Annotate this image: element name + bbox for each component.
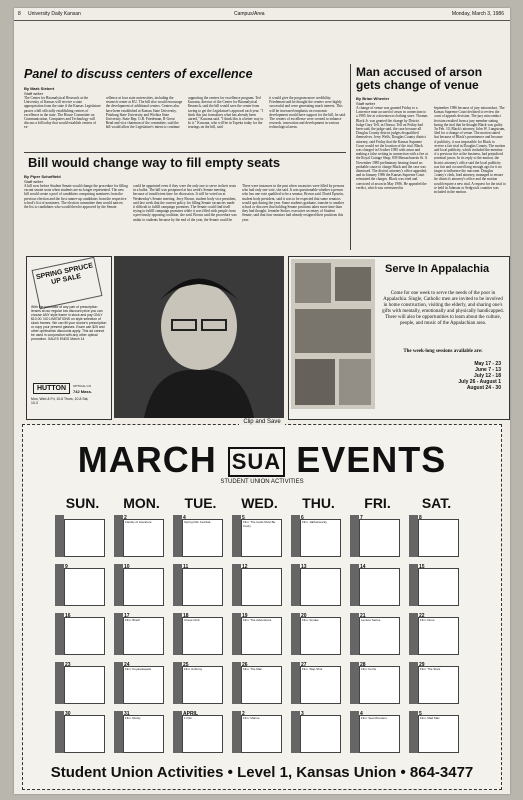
section-name: Campus/Area bbox=[234, 11, 265, 17]
day-number: 22 bbox=[419, 613, 425, 619]
day-sun: SUN. bbox=[65, 495, 100, 511]
day-number: 31 bbox=[124, 711, 130, 717]
calendar-day-cell bbox=[55, 613, 107, 657]
weekday-header bbox=[53, 495, 467, 511]
calendar-day-cell bbox=[409, 564, 461, 608]
day-events: Faculty of Literature bbox=[123, 519, 164, 557]
story1-col2: cellence at four state universities, including the research center at KU. The bill also would encourage the development of additional centers. Centers also have been established at Kansas State University, Pittsburg State University and Wichita State University. State Rep. G.B. Friedeman, R-Great Bend and vice chairman of the committee, said the bill would allow the Legislature's intent to continue bbox=[105, 96, 183, 130]
day-shade bbox=[114, 613, 123, 655]
day-number: 26 bbox=[242, 662, 248, 668]
day-shade bbox=[173, 711, 182, 753]
day-shade bbox=[350, 711, 359, 753]
day-shade bbox=[114, 662, 123, 704]
day-events bbox=[182, 568, 223, 606]
calendar-day-cell bbox=[232, 613, 284, 657]
day-thu: THU. bbox=[302, 495, 335, 511]
day-number: 21 bbox=[360, 613, 366, 619]
calendar-day-cell bbox=[291, 564, 343, 608]
ad-body: With the purchase of any pair of prescription lenses at our regular low discount price you can choose ANY style frame in stock and pay ONLY $10.00. NO LIMITATIONS on style selection of stock frames. We can fill your doctor's prescription or copy your present glasses. Exam can $25 and other ophthalmic discounts apply. This ad cannot be used in conjunction with any other optical promotion. SALES ENDS March 14 bbox=[31, 305, 107, 341]
day-number: 8 bbox=[419, 515, 422, 521]
byline-story2: By Piper Schoffield Staff writer bbox=[24, 174, 61, 184]
story2-col3: There were instances in the past when vacancies were filled by persons who had only one vote, she said. It was questionable whether a person who has one vote qualified to be a senator, Brown said. David Epstein, student body president, said it was to be expected that some senators would quit during the year. Some students graduate, transfer to another school or discover that holding Senate positions takes more time than they had thought. Jennifer Stoker, executive secretary of Student Senate, said that four senators had already resigned their positions this year. bbox=[242, 184, 345, 222]
calendar-day-cell bbox=[232, 711, 284, 755]
day-shade bbox=[114, 711, 123, 753]
calendar-day-cell bbox=[55, 711, 107, 755]
day-number: 17 bbox=[124, 613, 130, 619]
day-number: 23 bbox=[65, 662, 71, 668]
calendar-day-cell bbox=[409, 613, 461, 657]
day-shade bbox=[173, 662, 182, 704]
calendar-day-cell bbox=[114, 564, 166, 608]
day-events bbox=[418, 568, 459, 606]
day-events bbox=[359, 568, 400, 606]
byline-story3: By Brian Wheeler Staff writer bbox=[356, 96, 390, 106]
day-shade bbox=[55, 613, 64, 655]
portrait-image-icon bbox=[114, 256, 284, 418]
day-events: Film: Slap Shot bbox=[300, 666, 341, 704]
day-shade bbox=[232, 515, 241, 557]
day-number: 4 bbox=[183, 515, 186, 521]
calendar-day-cell bbox=[173, 711, 225, 755]
day-wed: WED. bbox=[241, 495, 278, 511]
day-number: 7 bbox=[360, 515, 363, 521]
day-events bbox=[300, 715, 341, 753]
day-number: 18 bbox=[183, 613, 189, 619]
day-number: 5 bbox=[419, 711, 422, 717]
calendar-day-cell bbox=[173, 662, 225, 706]
day-tue: TUE. bbox=[184, 495, 217, 511]
appalachia-title: Serve In Appalachia bbox=[385, 263, 490, 275]
day-shade bbox=[350, 613, 359, 655]
hutton-logo: HUTTON bbox=[33, 383, 70, 394]
calendar-day-cell bbox=[350, 613, 402, 657]
day-shade bbox=[350, 662, 359, 704]
day-shade bbox=[232, 613, 241, 655]
day-events bbox=[64, 568, 105, 606]
day-events: Film: Rocky bbox=[123, 715, 164, 753]
day-number: 27 bbox=[301, 662, 307, 668]
calendar-day-cell bbox=[232, 564, 284, 608]
day-shade bbox=[232, 711, 241, 753]
page-number: 8 bbox=[18, 11, 21, 17]
day-events bbox=[64, 666, 105, 704]
day-number: 19 bbox=[242, 613, 248, 619]
appalachia-dates: May 17 - 23 June 7 - 13 July 12 - 18 July 26 - August 1 August 24 - 30 bbox=[458, 361, 501, 391]
day-shade bbox=[409, 564, 418, 606]
calendar-day-cell bbox=[409, 515, 461, 559]
day-events: Lecture Series bbox=[359, 617, 400, 655]
day-events: Film: Dune bbox=[418, 617, 459, 655]
day-shade bbox=[409, 515, 418, 557]
day-events: Chess Club bbox=[182, 617, 223, 655]
newspaper-page bbox=[14, 8, 510, 794]
day-shade bbox=[114, 564, 123, 606]
day-shade bbox=[232, 564, 241, 606]
events-subtitle: STUDENT UNION ACTIVITIES bbox=[220, 479, 304, 485]
day-number: 25 bbox=[183, 662, 189, 668]
day-events: Film: Anthony bbox=[182, 666, 223, 704]
day-shade bbox=[409, 613, 418, 655]
portrait-photo bbox=[114, 256, 284, 418]
calendar-day-cell bbox=[291, 662, 343, 706]
day-events bbox=[241, 568, 282, 606]
clip-label: Clip and Save bbox=[23, 419, 501, 425]
story2-body bbox=[24, 184, 346, 248]
hutton-optical-ad bbox=[26, 256, 112, 420]
calendar-day-cell bbox=[55, 515, 107, 559]
day-number: 20 bbox=[301, 613, 307, 619]
events-title: MARCH SUA EVENTS bbox=[77, 439, 447, 480]
day-shade bbox=[291, 613, 300, 655]
day-number: 2 bbox=[242, 711, 245, 717]
story1-col4: it would give the program more credibility. Friedeman said he thought the centers were highly successful and were generating much interest. This will be increased emphasis on economic development would have support for the bill, he said. The centers of excellence were created to enhance research, innovation and development in various technological areas. bbox=[269, 96, 346, 130]
day-number: 9 bbox=[65, 564, 68, 570]
events-footer: Student Union Activities • Level 1, Kansas Union • 864-3477 bbox=[50, 764, 474, 781]
sale-tagline: SPRING SPRUCE UP SALE bbox=[32, 257, 103, 309]
appalachia-note: The week-long sessions available are: bbox=[403, 349, 483, 354]
day-events: Film: Koyaanisqatsi bbox=[123, 666, 164, 704]
day-number: 14 bbox=[360, 564, 366, 570]
calendar-day-cell bbox=[114, 662, 166, 706]
day-number: 10 bbox=[124, 564, 130, 570]
day-shade bbox=[173, 613, 182, 655]
calendar-day-cell bbox=[409, 711, 461, 755]
day-events bbox=[359, 519, 400, 557]
calendar-day-cell bbox=[291, 515, 343, 559]
day-events: 1 Film bbox=[182, 715, 223, 753]
byline-story1: By Mark Siebert Staff writer bbox=[24, 86, 55, 96]
day-events: Film: The Gods Must Be Crazy bbox=[241, 519, 282, 557]
story2-col1: A bill now before Student Senate would change the procedure for filling vacant senate seats when students are no longer represented. The new bill would create a pool of candidates comprising nominees from the previous election and the first runner-up candidates from the respective school's list of nominees. The election committee then would narrow the list to candidates who would then be approved by the Senate. bbox=[24, 184, 128, 210]
calendar-day-cell bbox=[173, 564, 225, 608]
headline-arson: Man accused of arson gets change of venue bbox=[356, 65, 483, 92]
calendar-day-cell bbox=[409, 662, 461, 706]
day-events bbox=[123, 568, 164, 606]
day-fri: FRI. bbox=[364, 495, 391, 511]
day-events bbox=[64, 617, 105, 655]
day-shade bbox=[409, 711, 418, 753]
story3-col1: A change of venue was granted Friday to a Lawrence man accused of arson in connection to a 1985 fire at a downtown clothing store. Thomas Black Jr. was granted the change by District Judge Gary Tell, in Ottawa. Tell on Friday had been said, the judge said, the case because all Douglas County district judges disqualified themselves. Jerry Wells, Douglas County district attorney, said Friday that the Kansas Supreme Court would set the location of the trial. Black was charged in October 1985 with arson and making a false writing in connection with a fire at the Royal Cottage Shop, 839 Massachusetts St. A November 1985 preliminary hearing found no probable cause to charge Black and the case was dismissed. The district attorney's office appealed, and in January 1986 the Kansas Supreme Court reinstated the charges. Black was tried and convicted of arson in May 1986. He appealed the verdict, which was overturned in bbox=[356, 106, 428, 190]
day-number: 3 bbox=[301, 711, 304, 717]
day-shade bbox=[350, 564, 359, 606]
calendar-day-cell bbox=[114, 515, 166, 559]
day-shade bbox=[55, 662, 64, 704]
day-sat: SAT. bbox=[421, 495, 452, 511]
day-events: Spring Film Festival bbox=[182, 519, 223, 557]
day-events: Film: Sea Monsters bbox=[359, 715, 400, 753]
day-events: Film: Jabberwocky bbox=[300, 519, 341, 557]
calendar-day-cell bbox=[350, 662, 402, 706]
day-shade bbox=[350, 515, 359, 557]
day-shade bbox=[55, 564, 64, 606]
calendar-day-cell bbox=[114, 613, 166, 657]
day-number: 2 bbox=[124, 515, 127, 521]
day-events bbox=[64, 519, 105, 557]
day-shade bbox=[55, 515, 64, 557]
day-mon: MON. bbox=[123, 495, 160, 511]
calendar-day-cell bbox=[232, 662, 284, 706]
story3-body bbox=[356, 106, 506, 252]
day-shade bbox=[291, 564, 300, 606]
calendar-day-cell bbox=[173, 515, 225, 559]
calendar-day-cell bbox=[350, 564, 402, 608]
day-shade bbox=[291, 711, 300, 753]
column-rule bbox=[350, 64, 351, 250]
sua-logo: SUA bbox=[228, 447, 285, 477]
day-number: 24 bbox=[124, 662, 130, 668]
day-number: 12 bbox=[242, 564, 248, 570]
calendar-day-cell bbox=[291, 711, 343, 755]
day-shade bbox=[291, 662, 300, 704]
day-number: 5 bbox=[242, 515, 245, 521]
calendar-day-cell bbox=[55, 662, 107, 706]
issue-date: Monday, March 3, 1986 bbox=[451, 11, 504, 17]
hutton-address: 742 Mass. bbox=[73, 389, 92, 394]
day-events bbox=[64, 715, 105, 753]
day-events: Film: Marnie bbox=[241, 715, 282, 753]
day-shade bbox=[173, 515, 182, 557]
day-number: APRIL bbox=[183, 711, 198, 717]
day-events: Film: The Adventures bbox=[241, 617, 282, 655]
appalachia-ad bbox=[288, 256, 510, 420]
calendar-day-cell bbox=[291, 613, 343, 657]
story1-body bbox=[24, 96, 346, 150]
day-number: 13 bbox=[301, 564, 307, 570]
divider bbox=[24, 152, 346, 153]
paper-name: University Daily Kansan bbox=[28, 11, 81, 17]
calendar-day-cell bbox=[350, 711, 402, 755]
day-number: 16 bbox=[65, 613, 71, 619]
hutton-sub: OPTICAL CO bbox=[73, 384, 92, 388]
headline-centers: Panel to discuss centers of excellence bbox=[24, 67, 253, 81]
day-shade bbox=[232, 662, 241, 704]
story2-col2: could be appointed even if they were the only one to serve in their seats in a ballot. The bill was postponed at last week's Senate meeting because of insufficient time for discussion. It will be voted on at Wednesday's Senate meeting. Jerry Brown, student body vice president, said last week that the current policy for filling Senate vacancies made it difficult to fulfill campaign promises. The Senate could find itself trying to fulfill campaign promises while it was filled with people from a previously opposing coalition, she said. Brown said the procedure was unfair to students because by the end of the year, the Senate could be bbox=[133, 184, 237, 222]
day-events: Film: The Man bbox=[241, 666, 282, 704]
day-events: Film: The Stars bbox=[418, 666, 459, 704]
day-events: Film: Mad Max bbox=[418, 715, 459, 753]
day-shade bbox=[114, 515, 123, 557]
day-shade bbox=[55, 711, 64, 753]
day-events: Film: Smoke bbox=[300, 617, 341, 655]
day-events: Film: Brazil bbox=[123, 617, 164, 655]
day-events: Film: Ferris bbox=[359, 666, 400, 704]
day-number: 30 bbox=[65, 711, 71, 717]
day-number: 4 bbox=[360, 711, 363, 717]
day-shade bbox=[409, 662, 418, 704]
day-number: 29 bbox=[419, 662, 425, 668]
sua-events-calendar bbox=[22, 419, 502, 790]
story1-col3: supporting the centers for excellence program. Ted Kuwana, director of the Center for Bioanalytical Research, said the bill would save the center from having to get the Legislature's approval each year. "I think this just formalizes what has already been started," Kuwana said. "I think this is a better way to do it." Kuwana, who will be in Topeka today for the hearings on the bill, said bbox=[187, 96, 264, 130]
calendar-day-cell bbox=[232, 515, 284, 559]
calendar-day-cell bbox=[55, 564, 107, 608]
calendar-day-cell bbox=[173, 613, 225, 657]
appalachia-body: Come for one week to serve the needs of the poor in Appalachia. Single, Catholic men are invited to be involved in home construction, visiting the elderly, and sharing one's gifts with mentally, emotionally and physically handicapped. There will also be opportunities to learn about the culture, people, and music of the Appalachian area. bbox=[382, 291, 504, 326]
calendar-day-cell bbox=[350, 515, 402, 559]
day-shade bbox=[291, 515, 300, 557]
calendar-day-cell bbox=[114, 711, 166, 755]
day-number: 11 bbox=[183, 564, 189, 570]
story1-col1: The Center for Bioanalytical Research at the University of Kansas will receive a state appropriation from the state if the Kansas Legislature passes a bill officially establishing centers of excellence in the state. The House Committee on Communication, Computers and Technology will discuss a bill today that would establish centers of ex- bbox=[24, 96, 101, 130]
appalachia-photo-collage bbox=[291, 259, 375, 409]
hutton-hours: Mon, Wed & Fri, 10-6 Thurs, 10-8 Sat, 10-3 bbox=[31, 397, 89, 405]
day-events bbox=[300, 568, 341, 606]
story3-col2: September 1986 because of jury misconduct. The Kansas Supreme Court declined to review the court of appeals decision. The jury misconduct decision resulted from a jury member stating during the trial that he thought Black was guilty. On Feb. 10, Black's attorney, John W. Lungstrum, filed for a change of venue. The motion stated that because of Black's prominence and because of publicity, it was impossible for Black to receive a fair trial in Douglas County. The motion said local publicity, which included the mention of a previous fire at the business, had prejudiced potential jurors. In its reply to the motion, the district attorney's office said the local publicity was fair and occurred long enough ago for it no longer to influence the outcome. Douglas County's clerk, lead attorney, managed to ensure the district's attorney's office and the motion would require a new trial. A request for the trial to be held in Johnson or Sedgwick counties was included in the motion. bbox=[433, 106, 506, 195]
folio-bar bbox=[14, 8, 510, 21]
day-events bbox=[418, 519, 459, 557]
day-number: 28 bbox=[360, 662, 366, 668]
day-number: 15 bbox=[419, 564, 425, 570]
day-number: 6 bbox=[301, 515, 304, 521]
day-shade bbox=[173, 564, 182, 606]
headline-seats: Bill would change way to fill empty seats bbox=[28, 155, 281, 170]
